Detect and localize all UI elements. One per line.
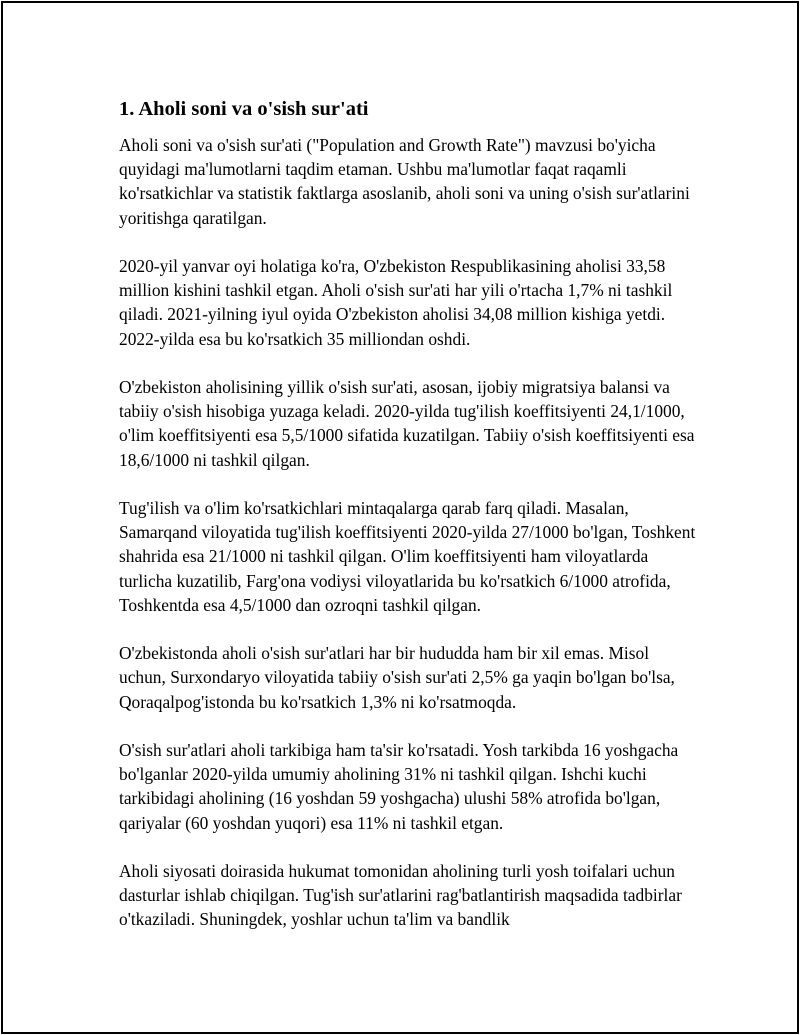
paragraph-age-structure: O'sish sur'atlari aholi tarkibiga ham ta'sir ko'rsatadi. Yosh tarkibda 16 yoshgacha bo'lganlar 2020-yilda umumiy aholining 31% ni tashkil qilgan. Ishchi kuchi tarkibidagi aholining (16 yoshdan 59 yoshgacha) ulushi 58% atrofida bo'lgan, qariyalar (60 yoshdan yuqori) esa 11% ni tashkil etgan. bbox=[119, 740, 679, 833]
section-heading: 1. Aholi soni va o'sish sur'ati bbox=[119, 98, 369, 120]
paragraph-growth-rate: O'zbekiston aholisining yillik o'sish sur'ati, asosan, ijobiy migratsiya balansi va tabiiy o'sish hisobiga yuzaga keladi. 2020-yilda tug'ilish koeffitsiyenti 24,1/1000, o'lim koeffitsiyenti esa 5,5/1000 sifatida kuzatilgan. Tabiiy o'sish koeffitsiyenti esa 18,6/1000 ni tashkil qilgan. bbox=[119, 377, 695, 470]
document-body bbox=[119, 95, 699, 956]
paragraph-intro: Aholi soni va o'sish sur'ati ("Population and Growth Rate") mavzusi bo'yicha quyidagi ma'lumotlarni taqdim etaman. Ushbu ma'lumotlar faqat raqamli ko'rsatkichlar va statistik faktlarga asoslanib, aholi soni va uning o'sish sur'atlarini yoritishga qaratilgan. bbox=[119, 135, 690, 228]
paragraph-population-policy: Aholi siyosati doirasida hukumat tomonidan aholining turli yosh toifalari uchun dasturlar ishlab chiqilgan. Tug'ish sur'atlarini rag'batlantirish maqsadida tadbirlar o'tkaziladi. Shuningdek, yoshlar uchun ta'lim va bandlik bbox=[119, 861, 682, 930]
paragraph-regional-differences: Tug'ilish va o'lim ko'rsatkichlari mintaqalarga qarab farq qiladi. Masalan, Samarqand viloyatida tug'ilish koeffitsiyenti 2020-yilda 27/1000 bo'lgan, Toshkent shahrida esa 21/1000 ni tashkil qilgan. O'lim koeffitsiyenti ham viloyatlarda turlicha kuzatilib, Farg'ona vodiysi viloyatlarida bu ko'rsatkich 6/1000 atrofida, Toshkentda esa 4,5/1000 dan ozroqni tashkil qilgan. bbox=[119, 498, 696, 615]
paragraph-regional-growth: O'zbekistonda aholi o'sish sur'atlari har bir hududda ham bir xil emas. Misol uchun, Surxondaryo viloyatida tabiiy o'sish sur'ati 2,5% ga yaqin bo'lgan bo'lsa, Qoraqalpog'istonda bu ko'rsatkich 1,3% ni ko'rsatmoqda. bbox=[119, 643, 675, 712]
page-frame bbox=[1, 1, 799, 1034]
paragraph-population-2020: 2020-yil yanvar oyi holatiga ko'ra, O'zbekiston Respublikasining aholisi 33,58 million kishini tashkil etgan. Aholi o'sish sur'ati har yili o'rtacha 1,7% ni tashkil qiladi. 2021-yilning iyul oyida O'zbekiston aholisi 34,08 million kishiga yetdi. 2022-yilda esa bu ko'rsatkich 35 milliondan oshdi. bbox=[119, 256, 673, 349]
